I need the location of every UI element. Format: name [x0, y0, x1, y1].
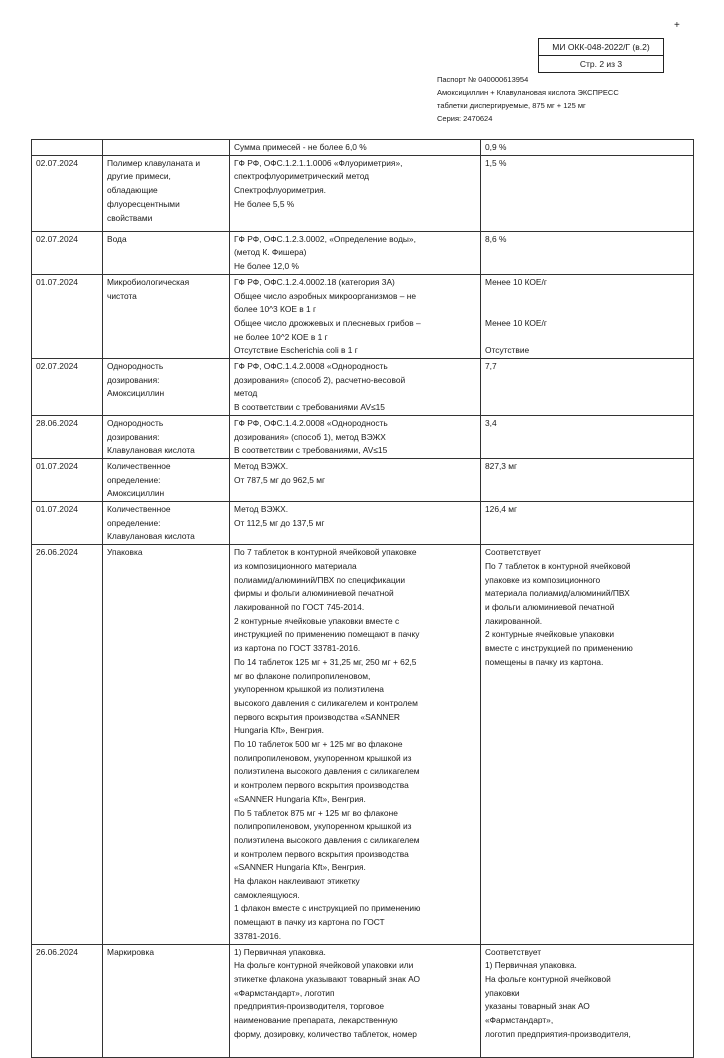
parameter-line: Упаковка [107, 547, 143, 558]
result-line: логотип предприятия-производителя, [485, 1028, 631, 1039]
test-date: 26.06.2024 [32, 944, 103, 1057]
test-result [481, 231, 694, 274]
method-line: Hungaria Kft», Венгрия. [234, 725, 324, 736]
method-line: лакированной по ГОСТ 745-2014. [234, 601, 365, 612]
result-line: 1) Первичная упаковка. [485, 960, 577, 971]
method-line: По 10 таблеток 500 мг + 125 мг во флаконе [234, 739, 403, 750]
method-line: из картона по ГОСТ 33781-2016. [234, 643, 361, 654]
method-line: 33781-2016. [234, 930, 282, 941]
test-date: 02.07.2024 [32, 155, 103, 231]
result-line: вместе с инструкцией по применению [485, 643, 633, 654]
result-line: Менее 10 КОЕ/г [485, 317, 547, 328]
test-parameter [103, 545, 230, 944]
test-date: 26.06.2024 [32, 545, 103, 944]
table-row [32, 545, 694, 944]
parameter-line: свойствами [107, 212, 153, 223]
test-date: 01.07.2024 [32, 274, 103, 358]
method-line: ГФ РФ, ОФС.1.2.4.0002.18 (категория 3А) [234, 276, 395, 287]
test-date [32, 140, 103, 156]
test-date: 01.07.2024 [32, 458, 103, 501]
test-parameter [103, 415, 230, 458]
table-row [32, 274, 694, 358]
table-row [32, 155, 694, 231]
method-line: этикетке флакона указывают товарный знак АО [234, 973, 421, 984]
method-line: «SANNER Hungaria Kft», Венгрия. [234, 862, 366, 873]
corner-mark: + [674, 20, 680, 31]
method-line: из композиционного материала [234, 560, 357, 571]
method-line: предприятия-производителя, торговое [234, 1001, 385, 1012]
test-result [481, 155, 694, 231]
method-line: наименование препарата, лекарственную [234, 1015, 398, 1026]
method-line: По 5 таблеток 875 мг + 125 мг во флаконе [234, 807, 398, 818]
table-row [32, 458, 694, 501]
table-row [32, 359, 694, 416]
method-line: Не более 5,5 % [234, 198, 295, 209]
test-method [230, 231, 481, 274]
parameter-line: определение: [107, 517, 161, 528]
result-line [485, 331, 690, 345]
method-line: «SANNER Hungaria Kft», Венгрия. [234, 793, 366, 804]
test-parameter [103, 944, 230, 1057]
test-parameter [103, 359, 230, 416]
test-parameter [103, 502, 230, 545]
test-result [481, 274, 694, 358]
method-line: Не более 12,0 % [234, 261, 299, 272]
method-line: Метод ВЭЖХ. [234, 460, 289, 471]
result-line: 0,9 % [485, 142, 507, 152]
test-parameter [103, 140, 230, 156]
table-row [32, 944, 694, 1057]
method-line: помещают в пачку из картона по ГОСТ [234, 917, 385, 928]
method-line: Общее число дрожжевых и плесневых грибов – [234, 317, 421, 328]
result-line: упаковки [485, 987, 520, 998]
method-line: На флакон наклеивают этикетку [234, 876, 360, 887]
parameter-line: Вода [107, 233, 127, 244]
test-parameter [103, 155, 230, 231]
method-line: 2 контурные ячейковые упаковки вместе с [234, 615, 400, 626]
method-line: инструкцией по применению помещают в пачку [234, 629, 420, 640]
method-line: полипропиленовом, укупоренном крышкой из [234, 752, 412, 763]
result-line: указаны товарный знак АО [485, 1001, 590, 1012]
result-line: лакированной. [485, 615, 543, 626]
method-line: полиэтилена высокого давления с силикагелем [234, 766, 420, 777]
result-line: Отсутствие [485, 345, 530, 356]
method-line: и контролем первого вскрытия производства [234, 780, 409, 791]
method-line: дозирования» (способ 2), расчетно-весовой [234, 374, 406, 385]
result-line: 1,5 % [485, 157, 507, 168]
table-row [32, 231, 694, 274]
table-row [32, 502, 694, 545]
method-line: Общее число аэробных микроорганизмов – не [234, 290, 417, 301]
parameter-line: Маркировка [107, 946, 154, 957]
method-line: По 7 таблеток в контурной ячейковой упаковке [234, 547, 417, 558]
method-line: укупоренном крышкой из полиэтилена [234, 684, 384, 695]
method-line: В соответствии с требованиями AV≤15 [234, 402, 385, 413]
method-line: фирмы и фольги алюминиевой печатной [234, 588, 394, 599]
test-method [230, 359, 481, 416]
result-line: упаковке из композиционного [485, 574, 601, 585]
result-line: По 7 таблеток в контурной ячейковой [485, 560, 631, 571]
method-line: самоклеящуюся. [234, 889, 300, 900]
method-line: ГФ РФ, ОФС.1.4.2.0008 «Однородность [234, 417, 388, 428]
method-line: Метод ВЭЖХ. [234, 504, 289, 515]
result-line: 3,4 [485, 417, 497, 428]
table-row [32, 140, 694, 156]
result-line: материала полиамид/алюминий/ПВХ [485, 588, 630, 599]
method-line: От 787,5 мг до 962,5 мг [234, 474, 326, 485]
test-date: 01.07.2024 [32, 502, 103, 545]
parameter-line: Однородность [107, 361, 164, 372]
method-line: полиамид/алюминий/ПВХ по спецификации [234, 574, 406, 585]
test-parameter [103, 231, 230, 274]
parameter-line: Однородность [107, 417, 164, 428]
parameter-line: Клавулановая кислота [107, 445, 195, 456]
method-line: ГФ РФ, ОФС.1.2.1.1.0006 «Флуориметрия», [234, 157, 403, 168]
method-line: Отсутствие Escherichia coli в 1 г [234, 345, 358, 356]
result-line: 2 контурные ячейковые упаковки [485, 629, 615, 640]
method-line: не более 10^2 КОЕ в 1 г [234, 331, 328, 342]
document-code: МИ ОКК-048-2022/Г (в.2) [552, 42, 650, 52]
test-result [481, 415, 694, 458]
test-parameter [103, 274, 230, 358]
result-line: Соответствует [485, 946, 542, 957]
parameter-line: Амоксициллин [107, 488, 165, 499]
parameter-line: флуоресцентными [107, 198, 180, 209]
test-results-table [31, 139, 694, 1058]
method-line: форму, дозировку, количество таблеток, номер [234, 1028, 417, 1039]
result-line: «Фармстандарт», [485, 1015, 554, 1026]
test-method [230, 140, 481, 156]
parameter-line: дозирования: [107, 431, 160, 442]
method-line: высокого давления с силикагелем и контролем [234, 697, 418, 708]
method-line: Спектрофлуориметрия. [234, 185, 326, 196]
test-result [481, 359, 694, 416]
method-line: более 10^3 КОЕ в 1 г [234, 304, 317, 315]
method-line: «Фармстандарт», логотип [234, 987, 335, 998]
parameter-line: Микробиологическая [107, 276, 190, 287]
result-line: и фольги алюминиевой печатной [485, 601, 615, 612]
method-line: По 14 таблеток 125 мг + 31,25 мг, 250 мг + 62,5 [234, 656, 417, 667]
parameter-line: определение: [107, 474, 161, 485]
product-name: Амоксициллин + Клавулановая кислота ЭКСПРЕСС [437, 88, 619, 97]
test-date: 28.06.2024 [32, 415, 103, 458]
test-result [481, 944, 694, 1057]
test-method [230, 274, 481, 358]
result-line: 126,4 мг [485, 504, 518, 515]
test-method [230, 155, 481, 231]
parameter-line: Амоксициллин [107, 388, 165, 399]
test-result [481, 545, 694, 944]
parameter-line: Количественное [107, 504, 171, 515]
result-line: 8,6 % [485, 233, 507, 244]
parameter-line: дозирования: [107, 374, 160, 385]
parameter-line: Количественное [107, 460, 171, 471]
dosage-form: таблетки диспергируемые, 875 мг + 125 мг [437, 101, 586, 110]
method-line: полипропиленовом, укупоренном крышкой из [234, 821, 412, 832]
test-date: 02.07.2024 [32, 231, 103, 274]
method-line: (метод К. Фишера) [234, 247, 307, 258]
method-line: 1 флакон вместе с инструкцией по применению [234, 903, 421, 914]
method-line: ГФ РФ, ОФС.1.4.2.0008 «Однородность [234, 361, 388, 372]
method-line: и контролем первого вскрытия производства [234, 848, 409, 859]
result-line: Соответствует [485, 547, 542, 558]
method-line: полиэтилена высокого давления с силикагелем [234, 834, 420, 845]
parameter-line: чистота [107, 290, 137, 301]
result-line: 7,7 [485, 361, 497, 372]
method-line: мг во флаконе полипропиленовом, [234, 670, 371, 681]
parameter-line: другие примеси, [107, 171, 171, 182]
series-number: Серия: 2470624 [437, 114, 493, 123]
result-line [485, 303, 690, 317]
test-method [230, 458, 481, 501]
method-line: От 112,5 мг до 137,5 мг [234, 517, 325, 528]
method-line: В соответствии с требованиями, AV≤15 [234, 445, 388, 456]
method-line: На фольге контурной ячейковой упаковки или [234, 960, 414, 971]
method-line: дозирования» (способ 1), метод ВЭЖХ [234, 431, 386, 442]
test-method [230, 415, 481, 458]
method-line: метод [234, 388, 258, 399]
parameter-line: обладающие [107, 185, 158, 196]
method-line: ГФ РФ, ОФС.1.2.3.0002, «Определение воды», [234, 233, 416, 244]
passport-header [437, 73, 619, 125]
passport-number: Паспорт № 040000613954 [437, 75, 529, 84]
result-line: 827,3 мг [485, 460, 518, 471]
parameter-line: Полимер клавуланата и [107, 157, 201, 168]
page-number: Стр. 2 из 3 [539, 55, 663, 72]
method-line: первого вскрытия производства «SANNER [234, 711, 400, 722]
test-result [481, 140, 694, 156]
method-line: 1) Первичная упаковка. [234, 946, 326, 957]
table-row [32, 415, 694, 458]
test-method [230, 502, 481, 545]
test-result [481, 458, 694, 501]
test-parameter [103, 458, 230, 501]
result-line: Менее 10 КОЕ/г [485, 276, 547, 287]
document-code-box [538, 38, 664, 73]
method-line: Сумма примесей - не более 6,0 % [234, 142, 367, 152]
test-result [481, 502, 694, 545]
result-line [485, 290, 690, 304]
parameter-line: Клавулановая кислота [107, 531, 195, 542]
test-method [230, 545, 481, 944]
result-line: помещены в пачку из картона. [485, 656, 604, 667]
result-line: На фольге контурной ячейковой [485, 973, 611, 984]
test-method [230, 944, 481, 1057]
method-line: спектрофлуориметрический метод [234, 171, 370, 182]
test-date: 02.07.2024 [32, 359, 103, 416]
